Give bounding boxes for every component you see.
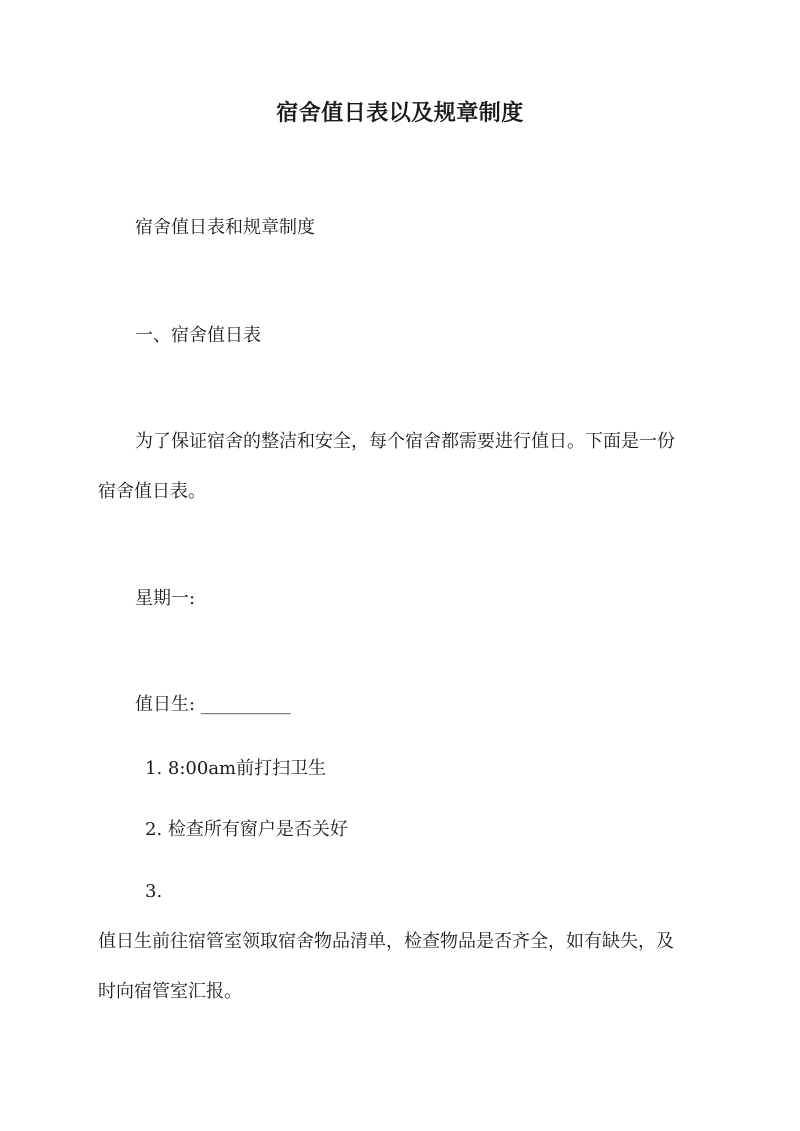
task-item-1: 1. 8:00am前打扫卫生 bbox=[145, 758, 327, 779]
day-label: 星期一: bbox=[135, 588, 196, 609]
task-item-3-number: 3. bbox=[145, 881, 163, 902]
intro-paragraph-line-2: 宿舍值日表。 bbox=[98, 481, 206, 502]
task-item-2: 2. 检查所有窗户是否关好 bbox=[145, 819, 348, 840]
duty-person-label: 值日生: __________ bbox=[135, 694, 291, 715]
document-subtitle: 宿舍值日表和规章制度 bbox=[135, 217, 315, 238]
section-heading: 一、宿舍值日表 bbox=[135, 325, 261, 346]
task-item-3-line-1: 值日生前往宿管室领取宿舍物品清单，检查物品是否齐全，如有缺失，及 bbox=[98, 931, 674, 952]
intro-paragraph-line-1: 为了保证宿舍的整洁和安全，每个宿舍都需要进行值日。下面是一份 bbox=[135, 431, 675, 452]
document-title: 宿舍值日表以及规章制度 bbox=[276, 100, 524, 126]
task-item-3-line-2: 时向宿管室汇报。 bbox=[98, 981, 242, 1002]
